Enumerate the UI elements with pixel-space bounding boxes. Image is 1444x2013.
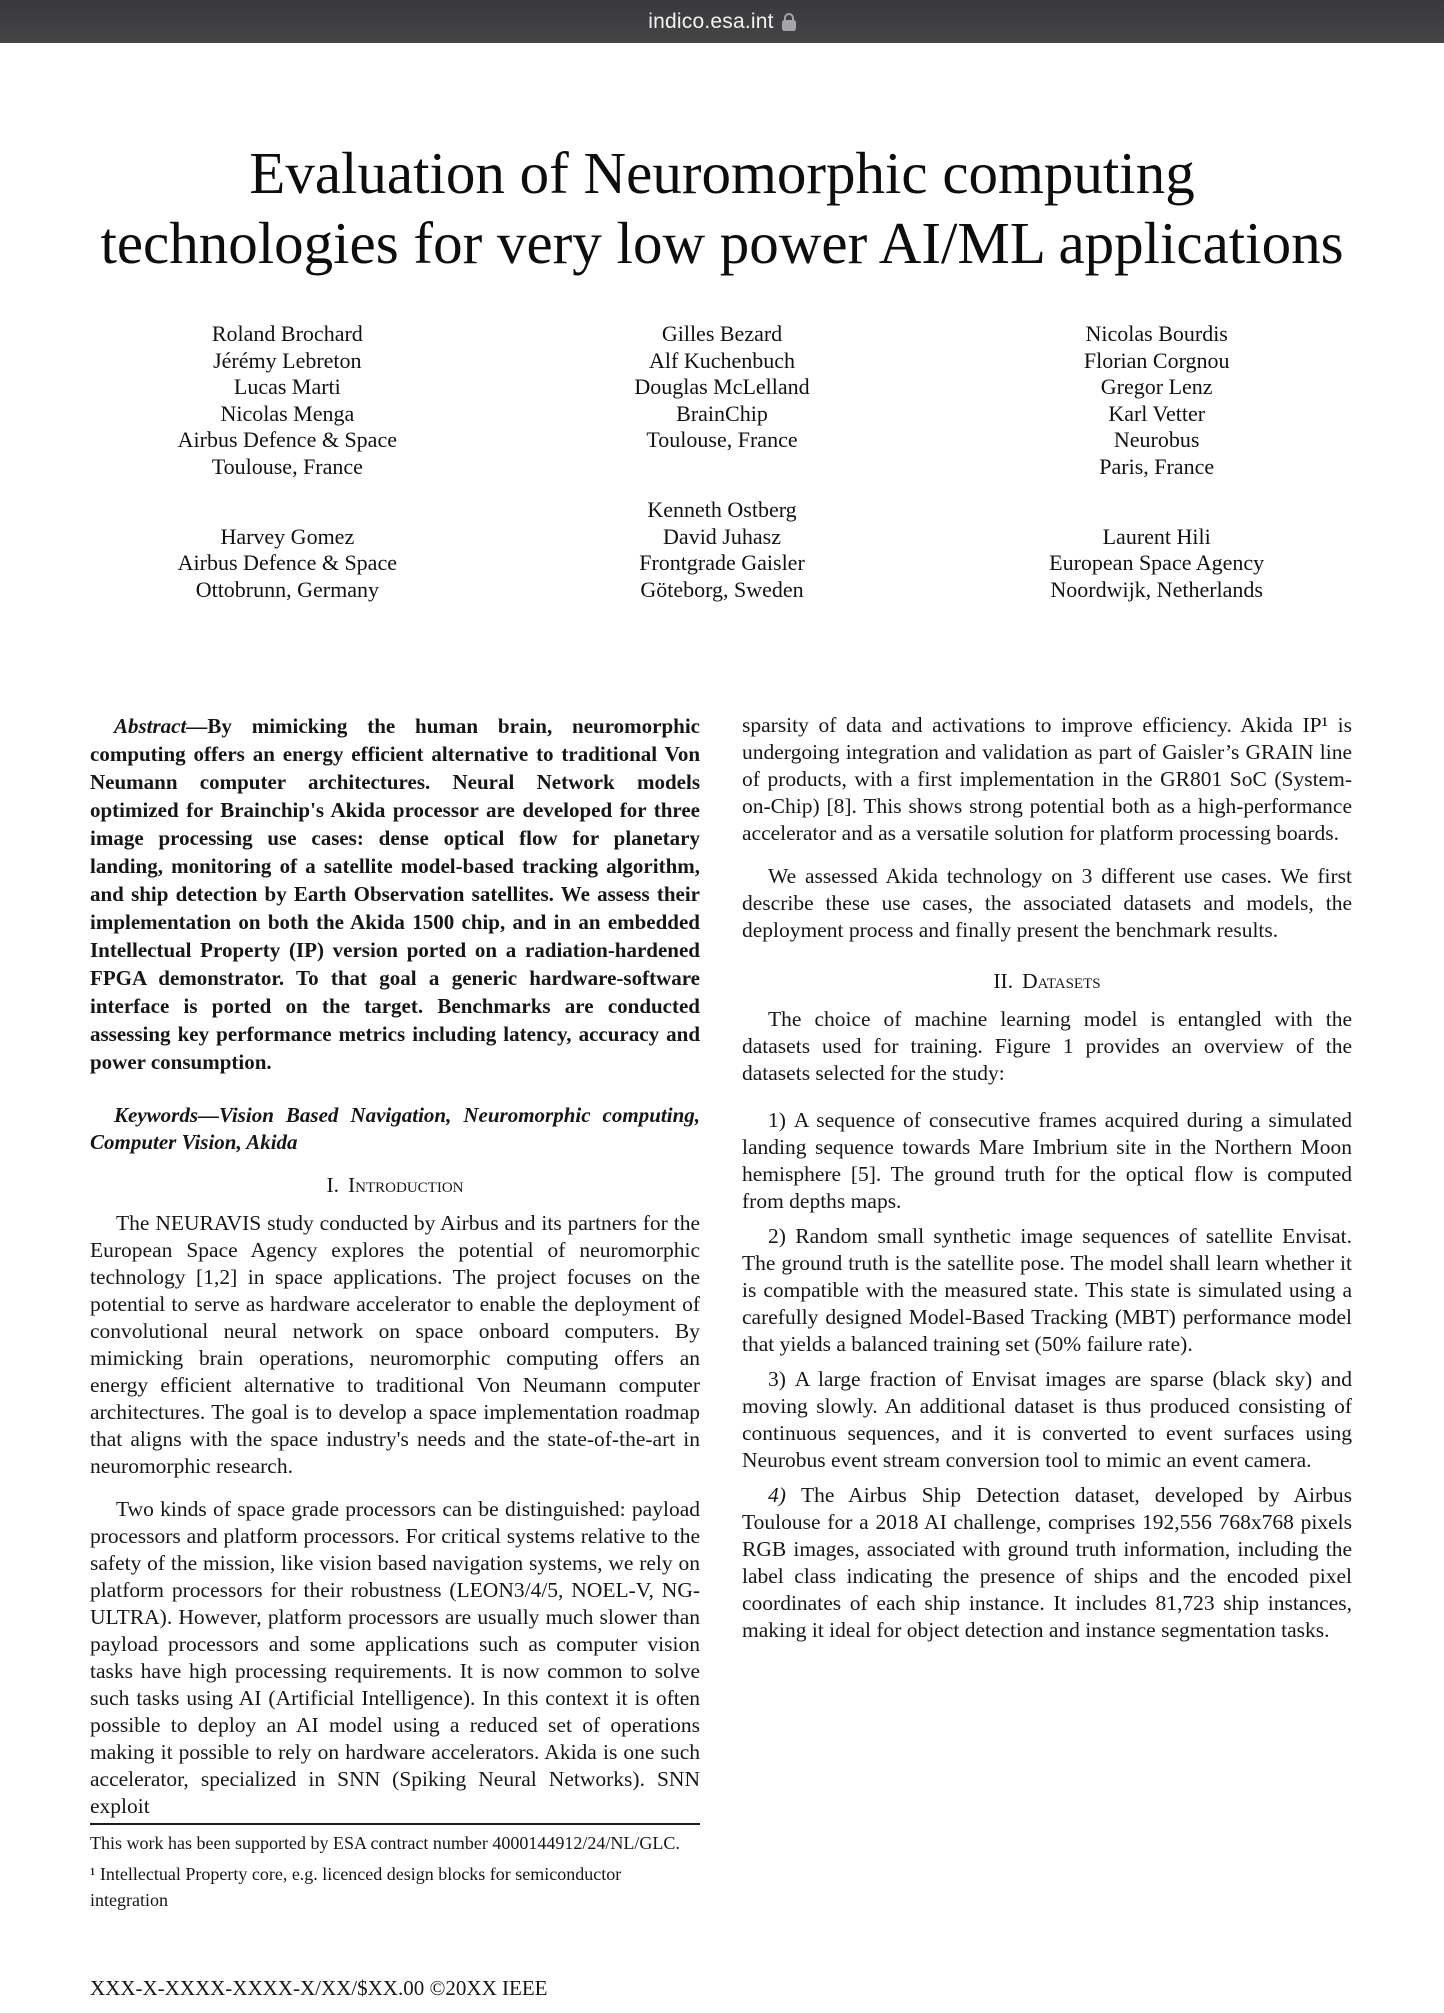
paper-title-line-1: Evaluation of Neuromorphic computing [249, 140, 1195, 206]
copyright-line: XXX-X-XXXX-XXXX-X/XX/$XX.00 ©20XX IEEE [90, 1976, 548, 2000]
section-heading-datasets [742, 966, 1352, 996]
author-location: Göteborg, Sweden [640, 576, 804, 602]
authors-row-2 [70, 497, 1374, 603]
section-number: II. [993, 969, 1014, 993]
author-block-airbus-ottobrunn [70, 524, 505, 604]
dataset-item-1: 1) A sequence of consecutive frames acquired during a simulated landing sequence towards Mare Imbrium site in the Northern Moon hemisphere [5]. The ground truth for the optical flow is computed from depths maps. [742, 1108, 1352, 1213]
author-location: Noordwijk, Netherlands [1050, 576, 1263, 602]
intro-paragraph-1: The NEURAVIS study conducted by Airbus and its partners for the European Space Agency explores the potential of neuromorphic technology [1,2] in space applications. The project focuses on the potential to serve as hardware accelerator to enable the deployment of convolutional neural network on space onboard computers. By mimicking brain operations, neuromorphic computing offers an energy efficient alternative to traditional Von Neumann computer architectures. The goal is to develop a space implementation roadmap that aligns with the space industry's needs and the state-of-the-art in neuromorphic research. [90, 1211, 700, 1478]
author-line: Laurent Hili [1102, 523, 1211, 549]
browser-url-bar[interactable] [0, 0, 1444, 43]
paper-title-line-2: technologies for very low power AI/ML applications [100, 210, 1344, 276]
intro-paragraph-2: Two kinds of space grade processors can be distinguished: payload processors and platform processors. For critical systems relative to the safety of the mission, like vision based navigation systems, we rely on platform processors for their robustness (LEON3/4/5, NOEL-V, NG-ULTRA). However, platform processors are usually much slower than payload processors and some applications such as computer vision tasks have high processing requirements. It is now common to solve such tasks using AI (Artificial Intelligence). In this context it is often possible to deploy an AI model using a reduced set of operations making it possible to rely on hardware accelerators. Akida is one such accelerator, specialized in SNN (Spiking Neural Networks). SNN exploit [90, 1497, 700, 1818]
author-line: David Juhasz [663, 523, 781, 549]
author-affiliation: European Space Agency [1049, 550, 1265, 575]
datasets-intro-paragraph: The choice of machine learning model is entangled with the datasets used for training. Figure 1 provides an overview of the datasets selected for the study: [742, 1007, 1352, 1085]
paper-title [0, 138, 1444, 278]
dataset-item-2: 2) Random small synthetic image sequences of satellite Envisat. The ground truth is the satellite pose. The model shall learn whether it is compatible with the measured state. This state is simulated using a carefully designed Model-Based Tracking (MBT) performance model that yields a balanced training set (50% failure rate). [742, 1224, 1352, 1356]
author-block-frontgrade-gaisler [505, 497, 940, 603]
section-number: I. [326, 1173, 340, 1197]
author-line: Jérémy Lebreton [213, 347, 362, 373]
author-location: Toulouse, France [646, 427, 798, 452]
author-line: Harvey Gomez [220, 523, 355, 549]
author-line: Nicolas Bourdis [1085, 321, 1228, 346]
url-text: indico.esa.int [648, 9, 774, 33]
intro-paragraph-4: We assessed Akida technology on 3 different use cases. We first describe these use cases, the associated datasets and models, the deployment process and finally present the benchmark results. [742, 864, 1352, 942]
author-affiliation: Frontgrade Gaisler [639, 550, 805, 575]
authors-row-1 [70, 321, 1374, 480]
author-line: Douglas McLelland [634, 374, 810, 399]
author-location: Ottobrunn, Germany [195, 576, 379, 602]
author-line: Gregor Lenz [1100, 374, 1213, 399]
author-location: Paris, France [1099, 453, 1215, 479]
dataset-item-label: 4) [768, 1483, 786, 1507]
author-block-neurobus [939, 321, 1374, 480]
footnote-support: This work has been supported by ESA contract number 4000144912/24/NL/GLC. [90, 1833, 680, 1853]
right-column [742, 712, 1352, 1644]
author-affiliation: Neurobus [1113, 427, 1200, 452]
left-column [90, 712, 700, 1913]
author-affiliation: Airbus Defence & Space [177, 427, 397, 452]
section-heading-introduction [90, 1170, 700, 1200]
author-location: Toulouse, France [211, 453, 363, 479]
dataset-item-label: 3) [768, 1367, 786, 1391]
dataset-item-label: 1) [768, 1108, 786, 1132]
section-title: Datasets [1022, 969, 1101, 993]
section-title: Introduction [348, 1173, 464, 1197]
author-block-esa [939, 524, 1374, 604]
abstract-paragraph [90, 712, 700, 1076]
author-line: Florian Corgnou [1083, 347, 1230, 373]
abstract-text: By mimicking the human brain, neuromorphic computing offers an energy efficient alternative to traditional Von Neumann computer architectures. Neural Network models optimized for Brainchip's Akida processor are developed for three image processing use cases: dense optical flow for planetary landing, monitoring of a satellite model-based tracking algorithm, and ship detection by Earth Observation satellites. We assess their implementation on both the Akida 1500 chip, and in an embedded Intellectual Property (IP) version ported on a radiation-hardened FPGA demonstrator. To that goal a generic hardware-software interface is ported on the target. Benchmarks are conducted assessing key performance metrics including latency, accuracy and power consumption. [90, 714, 700, 1074]
ssl-lock-icon [782, 20, 796, 31]
author-line: Karl Vetter [1108, 400, 1206, 426]
author-line: Lucas Marti [233, 374, 341, 399]
dataset-item-3: 3) A large fraction of Envisat images are sparse (black sky) and moving slowly. An additional dataset is thus produced consisting of continuous sequences, and it is converted to event surfaces using Neurobus event stream conversion tool to mimic an event camera. [742, 1367, 1352, 1472]
author-line: Gilles Bezard [661, 321, 783, 346]
keywords-paragraph: Keywords—Vision Based Navigation, Neuromorphic computing, Computer Vision, Akida [90, 1103, 700, 1154]
author-block-brainchip [505, 321, 940, 480]
footnote-separator-rule [90, 1823, 700, 1825]
author-line: Kenneth Ostberg [647, 497, 797, 522]
author-block-airbus-toulouse [70, 321, 505, 480]
author-line: Roland Brochard [211, 321, 363, 346]
author-affiliation: BrainChip [676, 400, 768, 426]
dataset-item-label: 2) [768, 1224, 786, 1248]
author-line: Alf Kuchenbuch [649, 347, 796, 373]
footnote-ip-core: ¹ Intellectual Property core, e.g. licenced design blocks for semiconductor integration [90, 1864, 622, 1910]
author-affiliation: Airbus Defence & Space [177, 550, 397, 575]
dataset-item-4: 4) The Airbus Ship Detection dataset, developed by Airbus Toulouse for a 2018 AI challenge, comprises 192,556 768x768 pixels RGB images, associated with ground truth information, including the label class indicating the presence of ships and the encoded pixel coordinates of each ship instance. It includes 81,723 ship instances, making it ideal for object detection and instance segmentation tasks. [742, 1483, 1353, 1642]
abstract-label: Abstract— [114, 714, 208, 738]
author-line: Nicolas Menga [220, 400, 355, 426]
intro-paragraph-3: sparsity of data and activations to improve efficiency. Akida IP¹ is undergoing integration and validation as part of Gaisler’s GRAIN line of products, with a first implementation in the GR801 SoC (System-on-Chip) [8]. This shows strong potential both as a high-performance accelerator and as a versatile solution for platform processing boards. [742, 713, 1352, 845]
